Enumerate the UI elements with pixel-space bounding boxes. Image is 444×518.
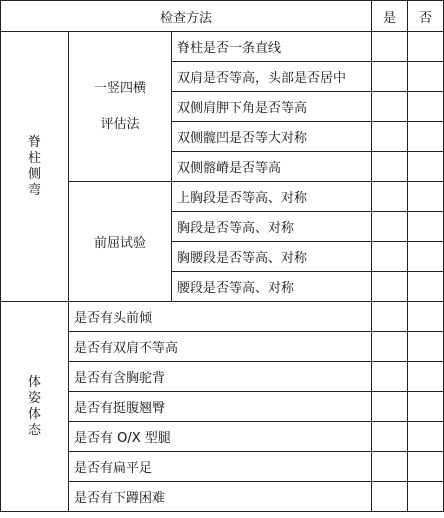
yes-checkbox-cell[interactable] bbox=[372, 62, 408, 92]
table-row bbox=[1, 302, 444, 332]
yes-checkbox-cell[interactable] bbox=[372, 242, 408, 272]
yes-checkbox-cell[interactable] bbox=[372, 332, 408, 362]
no-header: 否 bbox=[408, 1, 444, 32]
yes-checkbox-cell[interactable] bbox=[372, 482, 408, 512]
no-checkbox-cell[interactable] bbox=[408, 332, 444, 362]
check-item: 脊柱是否一条直线 bbox=[172, 32, 372, 62]
no-checkbox-cell[interactable] bbox=[408, 212, 444, 242]
check-item: 是否有含胸驼背 bbox=[69, 362, 372, 392]
yes-header: 是 bbox=[372, 1, 408, 32]
no-checkbox-cell[interactable] bbox=[408, 422, 444, 452]
yes-checkbox-cell[interactable] bbox=[372, 452, 408, 482]
category-posture bbox=[1, 302, 69, 512]
no-checkbox-cell[interactable] bbox=[408, 392, 444, 422]
check-item: 双侧髋凹是否等大对称 bbox=[172, 122, 372, 152]
check-item: 是否有挺腹翘臀 bbox=[69, 392, 372, 422]
yes-checkbox-cell[interactable] bbox=[372, 182, 408, 212]
no-checkbox-cell[interactable] bbox=[408, 362, 444, 392]
check-item: 双肩是否等高，头部是否居中 bbox=[172, 62, 372, 92]
table-row bbox=[1, 32, 444, 62]
yes-checkbox-cell[interactable] bbox=[372, 362, 408, 392]
group-name-line1: 一竖四横 bbox=[93, 80, 146, 96]
check-item: 是否有下蹲困难 bbox=[69, 482, 372, 512]
no-checkbox-cell[interactable] bbox=[408, 302, 444, 332]
yes-checkbox-cell[interactable] bbox=[372, 122, 408, 152]
no-checkbox-cell[interactable] bbox=[408, 482, 444, 512]
check-item: 是否有 O/X 型腿 bbox=[69, 422, 372, 452]
check-item: 胸腰段是否等高、对称 bbox=[172, 242, 372, 272]
category-label: 体姿体态 bbox=[27, 374, 41, 438]
yes-checkbox-cell[interactable] bbox=[372, 32, 408, 62]
no-checkbox-cell[interactable] bbox=[408, 182, 444, 212]
no-checkbox-cell[interactable] bbox=[408, 92, 444, 122]
check-item: 是否有扁平足 bbox=[69, 452, 372, 482]
check-item: 是否有头前倾 bbox=[69, 302, 372, 332]
category-scoliosis bbox=[1, 32, 69, 302]
no-checkbox-cell[interactable] bbox=[408, 452, 444, 482]
check-item: 双侧肩胛下角是否等高 bbox=[172, 92, 372, 122]
category-label: 脊柱侧弯 bbox=[27, 134, 41, 198]
yes-checkbox-cell[interactable] bbox=[372, 272, 408, 302]
check-item: 是否有双肩不等高 bbox=[69, 332, 372, 362]
check-item: 胸段是否等高、对称 bbox=[172, 212, 372, 242]
check-item: 双侧髂嵴是否等高 bbox=[172, 152, 372, 182]
yes-checkbox-cell[interactable] bbox=[372, 212, 408, 242]
header-row bbox=[1, 1, 444, 32]
group-name-forward-bend-test: 前屈试验 bbox=[69, 182, 172, 302]
yes-checkbox-cell[interactable] bbox=[372, 422, 408, 452]
group-name-line2: 评估法 bbox=[100, 116, 140, 132]
check-item: 上胸段是否等高、对称 bbox=[172, 182, 372, 212]
check-item: 腰段是否等高、对称 bbox=[172, 272, 372, 302]
no-checkbox-cell[interactable] bbox=[408, 122, 444, 152]
yes-checkbox-cell[interactable] bbox=[372, 392, 408, 422]
no-checkbox-cell[interactable] bbox=[408, 272, 444, 302]
group-name-one-vertical-four-horizontal bbox=[69, 32, 172, 182]
yes-checkbox-cell[interactable] bbox=[372, 92, 408, 122]
method-header: 检查方法 bbox=[1, 1, 372, 32]
no-checkbox-cell[interactable] bbox=[408, 242, 444, 272]
no-checkbox-cell[interactable] bbox=[408, 32, 444, 62]
yes-checkbox-cell[interactable] bbox=[372, 302, 408, 332]
no-checkbox-cell[interactable] bbox=[408, 62, 444, 92]
yes-checkbox-cell[interactable] bbox=[372, 152, 408, 182]
no-checkbox-cell[interactable] bbox=[408, 152, 444, 182]
